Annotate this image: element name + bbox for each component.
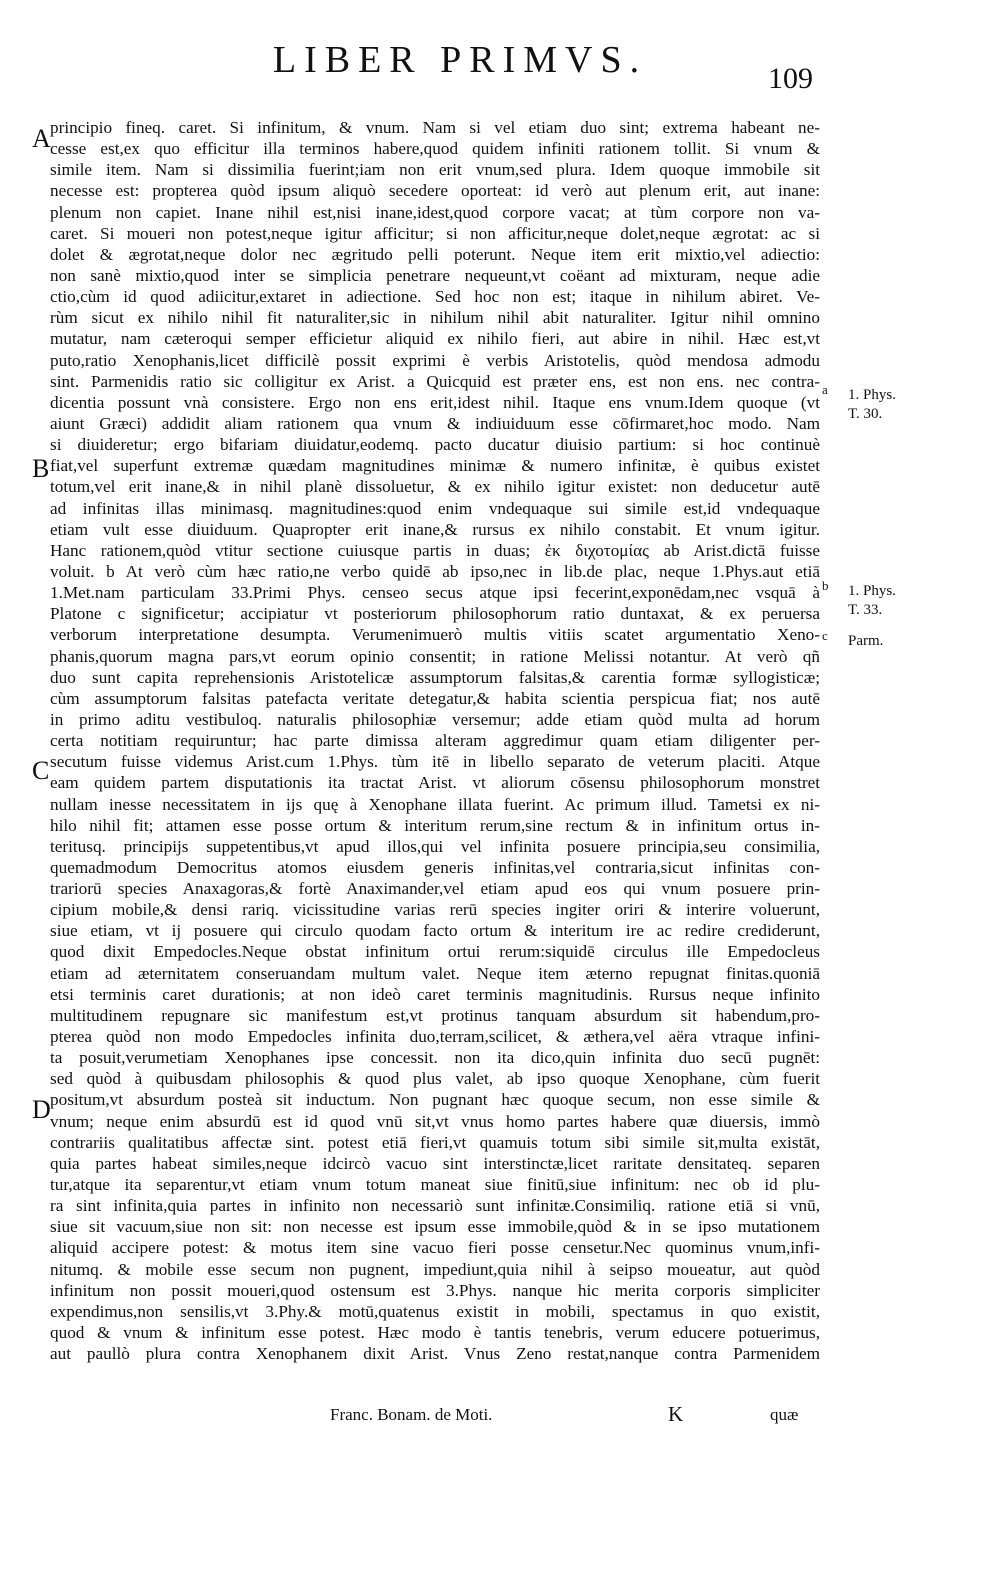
text-line: totum,vel erit inane,& in nihil planè dissoluetur, & ex nihilo igitur existet: non deducetur autē (50, 477, 820, 497)
text-line: fiat,vel superfunt extremæ quædam magnitudines minimæ & numero infinitæ, è quibus existet (50, 456, 820, 476)
marginal-note-a (848, 386, 896, 424)
text-line: hilo nihil fit; attamen esse posse ortum & interitum rerum,sine rectum & in infinitum ortus in- (50, 815, 820, 835)
text-line: principio fineq. caret. Si infinitum, & vnum. Nam si vel etiam duo sint; extrema habeant ne- (50, 118, 820, 137)
text-line: positum,vt absurdum posteà sit inductum. Non pugnant hæc quoque secum, non esse simile & (50, 1090, 820, 1110)
text-line: tur,atque ita separentur,vt etiam vnum totum maneat siue finitū,siue infinitum: nec ob id plu- (50, 1175, 820, 1195)
text-line: quia partes habeat similes,neque idcircò vacuo sint interstinctæ,licet raritate densitateq. separen (50, 1153, 820, 1173)
text-line: aiunt Græci) addidit aliam rationem qua vnum & indiuiduum esse cōfirmaret,hoc modo. Nam (50, 413, 820, 433)
text-line: siue sit vacuum,siue non sit: non necesse est ipsum esse immobile,quòd & in se ipso mutationem (50, 1217, 820, 1237)
marginal-note-marker-c: c (822, 628, 828, 643)
text-line: 1.Met.nam particulam 33.Primi Phys. censeo secus atque ipsi fecerint,exponēdam,nec vsquā à (50, 583, 820, 603)
text-line: teritusq. principijs suppetentibus,vt apud illos,qui vel infinita posuere principia,seu consimilia, (50, 836, 820, 856)
text-line: certa notitiam requiruntur; hac parte dimissa alteram aggredimur quam etiam diligenter per- (50, 731, 820, 751)
text-line: rùm sicut ex nihilo nihil fit naturaliter,sic in nihilum nihil abit naturaliter. Igitur nihil omnino (50, 308, 820, 328)
text-line: nullam inesse necessitatem in ijs quę à Xenophane illata fuerint. Ac primum illud. Tametsi ex ni- (50, 794, 820, 814)
text-line: Platone c significetur; accipiatur vt posteriorum philosophorum ratio duntaxat, & ex peruersa (50, 604, 820, 624)
text-line: verborum interpretatione desumpta. Verumenimuerò multis vitiis scatet argumentatio Xeno- (50, 625, 820, 645)
text-line: infinitum non possit moueri,quod ostensum est 3.Phys. nanque hic merita corporis simpliciter (50, 1280, 820, 1300)
text-line: necesse est: propterea quòd ipsum aliquò secedere oporteat: id verò aut plenum erit, aut inane: (50, 181, 820, 201)
marginal-note-marker-a: a (822, 382, 828, 397)
marginal-note-line: Parm. (848, 633, 884, 649)
footer-signature-line: Franc. Bonam. de Moti. (330, 1405, 493, 1424)
text-line: si diuideretur; ergo bifariam diuidatur,eodemq. pacto ducatur diuisio partium: si hoc continuè (50, 435, 820, 455)
running-title: LIBER PRIMVS. (272, 39, 648, 81)
text-line: eam quidem partem disputationis ita tractat Arist. vt aliorum cōsensu philosophorum monstret (50, 773, 820, 793)
text-line: contrariis qualitatibus affectæ sint. potest etiā fieri,vt quamuis totum sibi simile sit,multa existāt, (50, 1132, 820, 1152)
text-line: nitumq. & mobile esse secum non pugnent, impediunt,quia nihil à seipso moueatur, aut quòd (50, 1259, 820, 1279)
text-line: multitudinem repugnare sic manifestum est,vt protinus tanquam absurdum sit habendum,pro- (50, 1005, 820, 1025)
text-line: simile item. Nam si dissimilia fuerint;iam non erit vnum,sed plura. Idem quoque immobile sit (50, 160, 820, 180)
section-letter-a: A (32, 124, 51, 153)
text-line: aut paullò plura contra Xenophanem dixit Arist. Vnus Zeno restat,nanque contra Parmenidem (50, 1344, 820, 1364)
text-line: expendimus,non sensilis,vt 3.Phy.& motū,quatenus existit in mobili, spectamus in quo existit, (50, 1301, 820, 1321)
text-line: plenum non capiet. Inane nihil est,nisi inane,idest,quod corpore vacat; at tùm corpore non va- (50, 202, 820, 222)
marginal-note-line: T. 30. (848, 406, 883, 422)
text-line: etiam ad æternitatem conseruandam multum valet. Neque item æterno repugnat finitas.quoniā (50, 963, 820, 983)
text-line: sed quòd à quibusdam philosophis & quod plus valet, ab ipso quoque Xenophane, cùm fuerit (50, 1069, 820, 1089)
section-letter-d: D (32, 1095, 51, 1124)
text-line: ta posuit,verumetiam Xenophanes ipse concessit. non ita dico,quin infinita duo secū pugnēt: (50, 1048, 820, 1068)
text-line: duo sunt capita reprehensionis Aristotelicæ assumptorum falsitas,& carentia formæ syllogisticæ; (50, 667, 820, 687)
text-line: aliquid accipere potest: & motus item sine vacuo fieri posse censetur.Nec quominus vnum,infi- (50, 1238, 820, 1258)
text-line: quod dixit Empedocles.Neque obstat infinitum ortui rerum:siquidē circulus ille Empedocleus (50, 942, 820, 962)
text-line: ad infinitas illas minimasq. magnitudines:quod enim vndequaque sui simile est,id vndequaque (50, 498, 820, 518)
text-line: cipium mobile,& densi rariq. vicissitudine varias rerū species ingiter oriri & interire voluerunt, (50, 900, 820, 920)
text-line: ra sint infinita,quia partes in infinito non necessariò sunt infinitæ.Consimiliq. ratione etiā si vnū, (50, 1196, 820, 1216)
marginal-note-line: 1. Phys. (848, 387, 896, 403)
text-line: quod & vnum & infinitum esse potest. Hæc modo è tantis tenebris, verum educere potuerimus, (50, 1323, 820, 1343)
marginal-note-line: T. 33. (848, 602, 883, 618)
page-number: 109 (768, 62, 813, 95)
text-line: etiam vult esse diuiduum. Quapropter erit inane,& rursus ex nihilo constabit. Et vnum igitur. (50, 519, 820, 539)
section-letter-c: C (32, 756, 50, 785)
text-line: sint. Parmenidis ratio sic colligitur ex Arist. a Quicquid est præter ens, est non ens. nec contra- (50, 371, 820, 391)
footer-catchword: quæ (770, 1405, 799, 1424)
text-line: dicentia possunt vnà consistere. Ergo non ens erit,idest nihil. Itaque ens vnum.Idem quoque (vt (50, 392, 820, 412)
text-line: secutum fuisse videmus Arist.cum 1.Phys. tùm itē in libello separato de veterum placiti. Atque (50, 752, 820, 772)
text-line: trariorū species Anaxagoras,& fortè Anaximander,vel etiam apud eos qui vnum posuere prin- (50, 879, 820, 899)
text-line: etsi terminis caret durationis; at non ideò caret terminis magnitudinis. Rursus neque infinito (50, 984, 820, 1004)
text-line: voluit. b At verò cùm hæc ratio,ne verbo quidē ab ipso,nec in lib.de plac, neque 1.Phys.aut etiā (50, 561, 820, 581)
footer-signature-mark: K (668, 1402, 684, 1426)
text-line: puto,ratio Xenophanis,licet difficilè possit exprimi è verbis Aristotelis, quòd mendosa admodu (50, 350, 820, 370)
text-line: dolet & ægrotat,neque dolor nec ægritudo pelli poterunt. Neque item erit mixtio,vel adiectio: (50, 244, 820, 264)
text-line: ctio,cùm id quod adiicitur,extaret in adiectione. Sed hoc non est; itaque in nihilum abiret. Ve- (50, 287, 820, 307)
marginal-note-line: 1. Phys. (848, 583, 896, 599)
text-line: siue etiam, vt ij posuere qui circulo quodam facto ortum & interitum ire ac redire crediderunt, (50, 921, 820, 941)
section-letter-b: B (32, 454, 50, 483)
text-line: vnum; neque enim absurdū est id quod vnū sit,vt vnus homo partes habere quæ diuersis, immò (50, 1111, 820, 1131)
marginal-note-c (848, 632, 883, 651)
text-line: in primo aditu vestibuloq. naturalis philosophiæ versemur; adde etiam quòd multa ad horum (50, 709, 820, 729)
marginal-note-marker-b: b (822, 578, 829, 593)
text-line: non sanè mixtio,quod inter se simplicia penetrare nequeunt,vt coëant ad mixturam, neque adie (50, 265, 820, 285)
body-text (50, 117, 820, 1364)
text-line: cùm assumptorum falsitas patefacta veritate detegatur,& habita scientia perspicua fiat; nos autē (50, 688, 820, 708)
text-line: Hanc rationem,quòd vtitur sectione cuiusque partis in duas; ἐκ διχοτομίας ab Arist.dictā fuisse (50, 540, 820, 560)
text-line: caret. Si moueri non potest,neque igitur afficitur; si non afficitur,neque dolet,neque ægrotat: ac si (50, 223, 820, 243)
text-line: pterea quòd non modo Empedocles infinita duo,terram,scilicet, & æthera,vel aëra vtraque infini- (50, 1027, 820, 1047)
text-line: mutatur, nam cæteroqui semper efficietur aliquid ex nihilo fieri, aut abire in nihil. Hæc est,vt (50, 329, 820, 349)
marginal-note-b (848, 582, 896, 620)
text-line: cesse est,ex quo efficitur illa terminos habere,quod quidem infiniti rationem tollit. Si vnum & (50, 139, 820, 159)
text-line: phanis,quorum magna pars,vt eorum opinio consentit; in ratione Melissi notantur. At verò qñ (50, 646, 820, 666)
text-line: quemadmodum Democritus atomos eiusdem generis infinitas,vel contraria,sicut infinitas con- (50, 857, 820, 877)
